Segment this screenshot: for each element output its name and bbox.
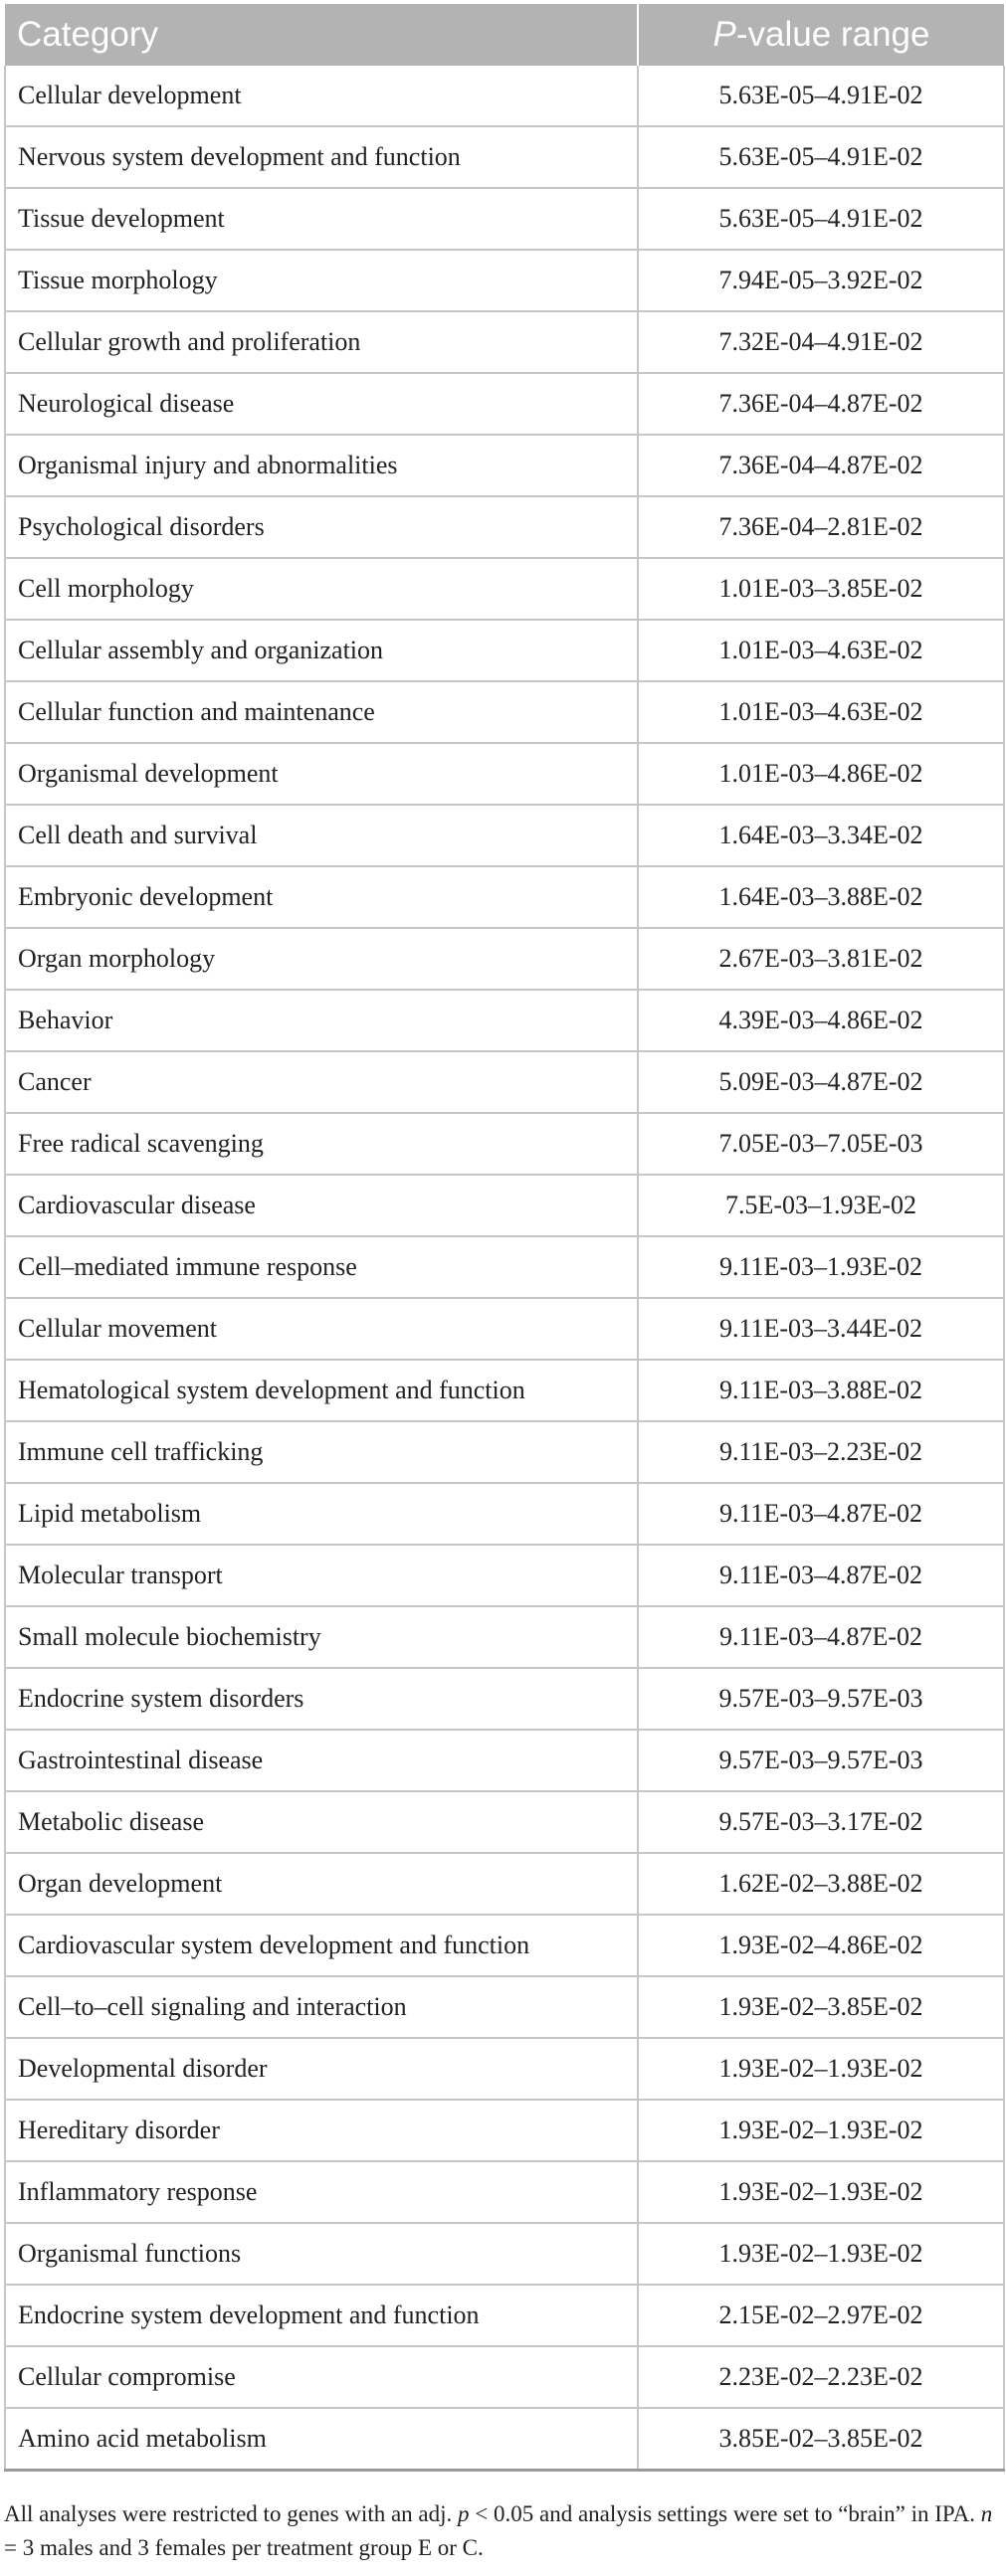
pvalue-range-cell: 9.11E-03–4.87E-02	[638, 1483, 1004, 1545]
category-pvalue-table	[4, 4, 1005, 2472]
category-cell: Cellular development	[5, 66, 638, 126]
table-row	[5, 1730, 1004, 1791]
pvalue-range-cell: 1.93E-02–1.93E-02	[638, 2038, 1004, 2100]
category-cell: Cardiovascular disease	[5, 1175, 638, 1236]
table-row	[5, 990, 1004, 1051]
table-row	[5, 743, 1004, 805]
category-cell: Cellular compromise	[5, 2346, 638, 2408]
category-cell: Cellular function and maintenance	[5, 681, 638, 743]
category-cell: Inflammatory response	[5, 2161, 638, 2223]
pvalue-range-cell: 1.93E-02–1.93E-02	[638, 2161, 1004, 2223]
table-row	[5, 2038, 1004, 2100]
header-pvalue-range	[638, 4, 1004, 66]
pvalue-range-cell: 7.36E-04–4.87E-02	[638, 435, 1004, 496]
footnote-p-symbol: p	[458, 2501, 470, 2526]
table-row	[5, 2223, 1004, 2285]
table-row	[5, 250, 1004, 311]
category-cell: Gastrointestinal disease	[5, 1730, 638, 1791]
pvalue-range-cell: 4.39E-03–4.86E-02	[638, 990, 1004, 1051]
category-cell: Cell–mediated immune response	[5, 1236, 638, 1298]
pvalue-range-cell: 9.11E-03–1.93E-02	[638, 1236, 1004, 1298]
table-row	[5, 1298, 1004, 1360]
pvalue-range-cell: 1.01E-03–4.63E-02	[638, 681, 1004, 743]
table-row	[5, 1976, 1004, 2038]
table-body	[5, 66, 1004, 2471]
category-cell: Hematological system development and function	[5, 1360, 638, 1421]
category-cell: Developmental disorder	[5, 2038, 638, 2100]
table-footnote	[4, 2497, 1003, 2565]
category-cell: Lipid metabolism	[5, 1483, 638, 1545]
table-row	[5, 496, 1004, 558]
table-row	[5, 1545, 1004, 1606]
table-header	[5, 4, 1004, 66]
category-cell: Cardiovascular system development and function	[5, 1915, 638, 1976]
pvalue-range-cell: 2.23E-02–2.23E-02	[638, 2346, 1004, 2408]
category-cell: Endocrine system development and function	[5, 2285, 638, 2346]
pvalue-range-cell: 1.93E-02–1.93E-02	[638, 2223, 1004, 2285]
pvalue-range-cell: 1.93E-02–3.85E-02	[638, 1976, 1004, 2038]
category-cell: Cell morphology	[5, 558, 638, 620]
category-cell: Organismal injury and abnormalities	[5, 435, 638, 496]
pvalue-range-cell: 1.64E-03–3.34E-02	[638, 805, 1004, 866]
category-cell: Small molecule biochemistry	[5, 1606, 638, 1668]
category-cell: Hereditary disorder	[5, 2100, 638, 2161]
category-cell: Immune cell trafficking	[5, 1421, 638, 1483]
category-cell: Endocrine system disorders	[5, 1668, 638, 1730]
table-row	[5, 2285, 1004, 2346]
table-row	[5, 866, 1004, 928]
pvalue-range-cell: 2.15E-02–2.97E-02	[638, 2285, 1004, 2346]
table-row	[5, 2100, 1004, 2161]
category-cell: Cellular movement	[5, 1298, 638, 1360]
pvalue-range-cell: 1.01E-03–4.86E-02	[638, 743, 1004, 805]
table-row	[5, 126, 1004, 188]
pvalue-range-cell: 1.01E-03–3.85E-02	[638, 558, 1004, 620]
category-cell: Cancer	[5, 1051, 638, 1113]
table-row	[5, 2408, 1004, 2471]
pvalue-range-cell: 9.11E-03–3.88E-02	[638, 1360, 1004, 1421]
pvalue-range-cell: 9.57E-03–9.57E-03	[638, 1730, 1004, 1791]
header-row	[5, 4, 1004, 66]
category-cell: Organ development	[5, 1853, 638, 1915]
pvalue-range-cell: 1.62E-02–3.88E-02	[638, 1853, 1004, 1915]
table-row	[5, 805, 1004, 866]
category-cell: Cell death and survival	[5, 805, 638, 866]
pvalue-range-cell: 7.32E-04–4.91E-02	[638, 311, 1004, 373]
pvalue-range-cell: 9.11E-03–4.87E-02	[638, 1545, 1004, 1606]
category-cell: Tissue morphology	[5, 250, 638, 311]
header-pvalue-italic: P	[712, 15, 736, 54]
table-row	[5, 435, 1004, 496]
table-row	[5, 66, 1004, 126]
table-row	[5, 188, 1004, 250]
pvalue-range-cell: 2.67E-03–3.81E-02	[638, 928, 1004, 990]
header-pvalue-rest: -value range	[735, 15, 930, 54]
table-row	[5, 1853, 1004, 1915]
pvalue-range-cell: 1.64E-03–3.88E-02	[638, 866, 1004, 928]
table-row	[5, 620, 1004, 681]
pvalue-range-cell: 3.85E-02–3.85E-02	[638, 2408, 1004, 2471]
table-row	[5, 1483, 1004, 1545]
category-cell: Tissue development	[5, 188, 638, 250]
table-row	[5, 558, 1004, 620]
table-row	[5, 1606, 1004, 1668]
footnote-part2: < 0.05 and analysis settings were set to “brain” in IPA.	[469, 2501, 981, 2526]
pvalue-range-cell: 7.5E-03–1.93E-02	[638, 1175, 1004, 1236]
pvalue-range-cell: 5.63E-05–4.91E-02	[638, 188, 1004, 250]
pvalue-range-cell: 1.93E-02–1.93E-02	[638, 2100, 1004, 2161]
pvalue-range-cell: 9.11E-03–3.44E-02	[638, 1298, 1004, 1360]
category-cell: Cell–to–cell signaling and interaction	[5, 1976, 638, 2038]
footnote-part1: All analyses were restricted to genes with an adj.	[4, 2501, 459, 2526]
category-cell: Cellular assembly and organization	[5, 620, 638, 681]
pvalue-range-cell: 5.09E-03–4.87E-02	[638, 1051, 1004, 1113]
category-cell: Nervous system development and function	[5, 126, 638, 188]
header-category: Category	[5, 4, 638, 66]
table-row	[5, 1113, 1004, 1175]
pvalue-range-cell: 7.36E-04–4.87E-02	[638, 373, 1004, 435]
category-cell: Organ morphology	[5, 928, 638, 990]
category-cell: Organismal functions	[5, 2223, 638, 2285]
table-row	[5, 1236, 1004, 1298]
table-row	[5, 1175, 1004, 1236]
category-cell: Cellular growth and proliferation	[5, 311, 638, 373]
table-row	[5, 2161, 1004, 2223]
pvalue-range-cell: 7.05E-03–7.05E-03	[638, 1113, 1004, 1175]
category-cell: Psychological disorders	[5, 496, 638, 558]
category-cell: Amino acid metabolism	[5, 2408, 638, 2471]
table-row	[5, 1915, 1004, 1976]
category-cell: Embryonic development	[5, 866, 638, 928]
category-cell: Organismal development	[5, 743, 638, 805]
pvalue-range-cell: 5.63E-05–4.91E-02	[638, 126, 1004, 188]
footnote-n-symbol: n	[980, 2501, 993, 2526]
pvalue-range-cell: 5.63E-05–4.91E-02	[638, 66, 1004, 126]
pvalue-range-cell: 1.93E-02–4.86E-02	[638, 1915, 1004, 1976]
results-table-container	[4, 4, 1003, 2472]
table-row	[5, 311, 1004, 373]
pvalue-range-cell: 9.11E-03–4.87E-02	[638, 1606, 1004, 1668]
category-cell: Behavior	[5, 990, 638, 1051]
table-row	[5, 373, 1004, 435]
pvalue-range-cell: 9.57E-03–9.57E-03	[638, 1668, 1004, 1730]
category-cell: Neurological disease	[5, 373, 638, 435]
table-row	[5, 1421, 1004, 1483]
table-row	[5, 1360, 1004, 1421]
footnote-part3: = 3 males and 3 females per treatment group E or C.	[4, 2535, 484, 2560]
pvalue-range-cell: 7.36E-04–2.81E-02	[638, 496, 1004, 558]
table-row	[5, 1051, 1004, 1113]
pvalue-range-cell: 9.11E-03–2.23E-02	[638, 1421, 1004, 1483]
category-cell: Metabolic disease	[5, 1791, 638, 1853]
pvalue-range-cell: 9.57E-03–3.17E-02	[638, 1791, 1004, 1853]
pvalue-range-cell: 1.01E-03–4.63E-02	[638, 620, 1004, 681]
table-row	[5, 681, 1004, 743]
pvalue-range-cell: 7.94E-05–3.92E-02	[638, 250, 1004, 311]
table-row	[5, 928, 1004, 990]
table-row	[5, 2346, 1004, 2408]
category-cell: Free radical scavenging	[5, 1113, 638, 1175]
category-cell: Molecular transport	[5, 1545, 638, 1606]
table-row	[5, 1791, 1004, 1853]
table-row	[5, 1668, 1004, 1730]
